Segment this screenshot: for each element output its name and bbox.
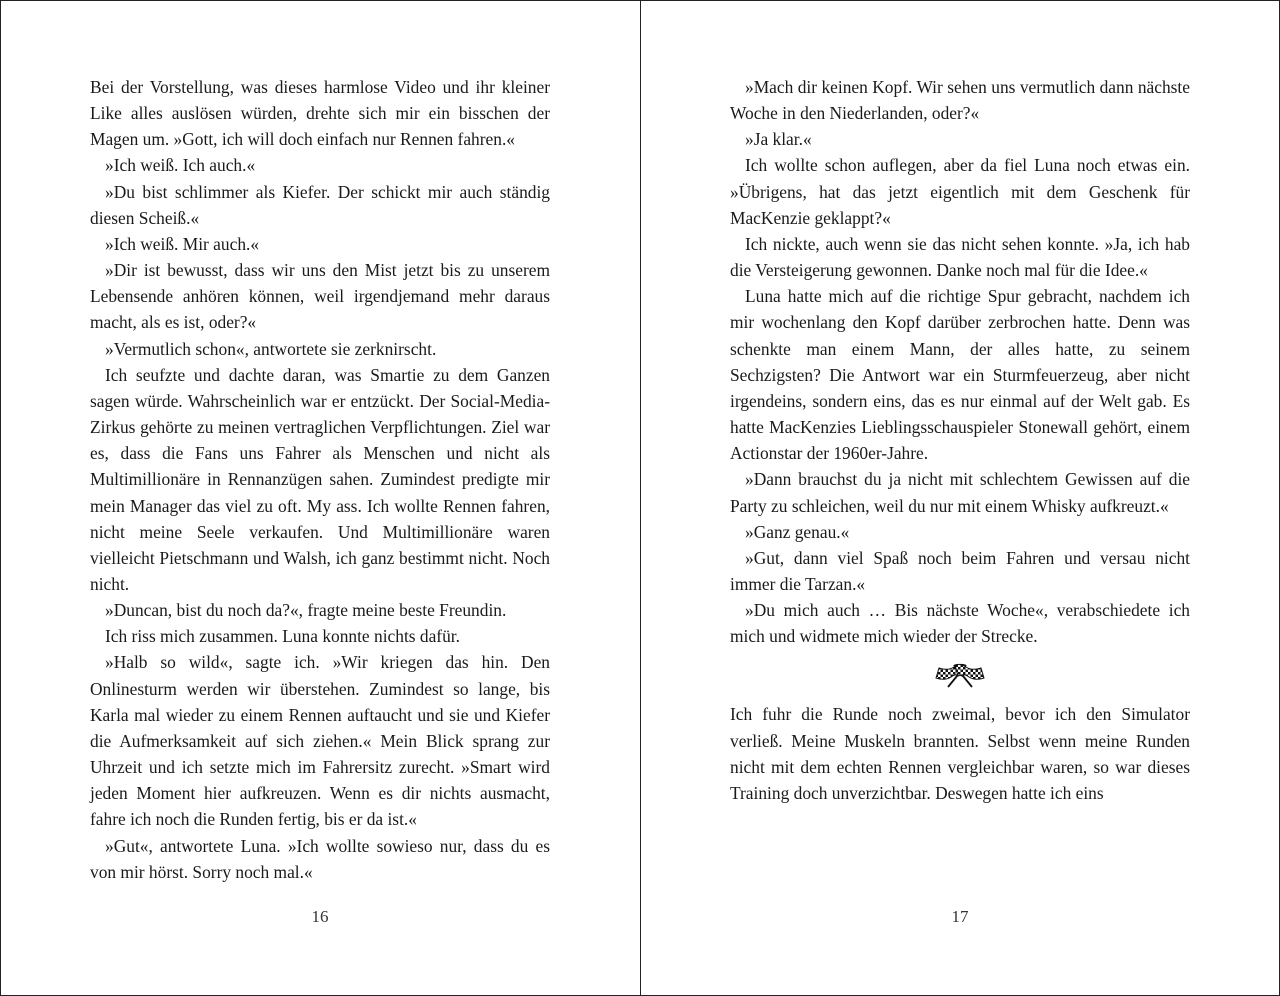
paragraph: »Gut, dann viel Spaß noch beim Fahren und versau nicht immer die Tarzan.« — [730, 547, 1190, 594]
paragraph: »Dann brauchst du ja nicht mit schlechtem Gewissen auf die Party zu schleichen, weil du nur mit einem Whisky aufkreuzt.« — [730, 469, 1190, 516]
paragraph: Luna hatte mich auf die richtige Spur gebracht, nachdem ich mir wochenlang den Kopf darüber zerbrochen hatte. Denn was schenkte man einem Mann, der alles hatte, zu seinem Sechzigsten? Die Antwort war ein Sturmfeuerzeug, aber nicht irgendeins, sondern eins, das es nur einmal auf der Welt gab. Es hatte MacKenzies Lieblingsschauspieler Stonewall gehört, einem Actionstar der 1960er-Jahre. — [730, 286, 1190, 464]
left-page — [90, 74, 550, 885]
section-break — [730, 649, 1190, 701]
paragraph: Ich wollte schon auflegen, aber da fiel Luna noch etwas ein. »Übrigens, hat das jetzt eigentlich mit dem Geschenk für MacKenzie geklappt?« — [730, 155, 1190, 228]
paragraph: »Dir ist bewusst, dass wir uns den Mist jetzt bis zu unserem Lebensende anhören können, weil irgendjemand mehr daraus macht, als es ist, oder?« — [90, 260, 550, 333]
paragraph: »Mach dir keinen Kopf. Wir sehen uns vermutlich dann nächste Woche in den Niederlanden, oder?« — [730, 77, 1190, 124]
paragraph: Ich nickte, auch wenn sie das nicht sehen konnte. »Ja, ich hab die Versteigerung gewonnen. Danke noch mal für die Idee.« — [730, 233, 1190, 281]
gutter-divider — [640, 0, 641, 996]
page-number-left: 16 — [311, 907, 329, 926]
paragraph: »Ganz genau.« — [745, 521, 850, 542]
paragraph: »Duncan, bist du noch da?«, fragte meine beste Freundin. — [105, 600, 507, 621]
paragraph: »Ich weiß. Ich auch.« — [105, 155, 256, 176]
paragraph: »Du bist schlimmer als Kiefer. Der schickt mir auch ständig diesen Scheiß.« — [90, 181, 550, 228]
paragraph: Bei der Vorstellung, was dieses harmlose Video und ihr kleiner Like alles auslösen würden, drehte sich mir ein bisschen der Magen um. »Gott, ich will doch einfach nur Rennen fahren.« — [90, 77, 550, 150]
crossed-checkered-flags-icon — [933, 662, 987, 688]
paragraph: »Vermutlich schon«, antwortete sie zerknirscht. — [105, 338, 437, 359]
paragraph: »Gut«, antwortete Luna. »Ich wollte sowieso nur, dass du es von mir hörst. Sorry noch mal.« — [90, 835, 550, 882]
paragraph: Ich fuhr die Runde noch zweimal, bevor ich den Simulator verließ. Meine Muskeln brannten. Selbst wenn meine Runden nicht mit dem echten Rennen vergleichbar waren, so war dieses Training doch unverzichtbar. Deswegen hatte ich eins — [730, 704, 1190, 803]
right-page — [730, 74, 1190, 806]
paragraph: »Ich weiß. Mir auch.« — [105, 233, 260, 254]
paragraph: »Halb so wild«, sagte ich. »Wir kriegen das hin. Den Onlinesturm werden wir überstehen. Zumindest so lange, bis Karla mal wieder zu einem Rennen auftaucht und sie und Kiefer die Aufmerksamkeit auf sich ziehen.« Mein Blick sprang zur Uhrzeit und ich setzte mich im Fahrersitz zurecht. »Smart wird jeden Moment hier aufkreuzen. Wenn es dir nichts ausmacht, fahre ich noch die Runden fertig, bis er da ist.« — [90, 652, 550, 830]
paragraph: »Du mich auch … Bis nächste Woche«, verabschiedete ich mich und widmete mich wieder der Strecke. — [730, 600, 1190, 647]
paragraph: Ich riss mich zusammen. Luna konnte nichts dafür. — [105, 626, 460, 647]
paragraph: »Ja klar.« — [745, 129, 812, 150]
paragraph: Ich seufzte und dachte daran, was Smartie zu dem Ganzen sagen würde. Wahrscheinlich war er entzückt. Der Social-Media-Zirkus gehörte zu meinen vertraglichen Verpflichtungen. Ziel war es, dass die Fans uns Fahrer als Menschen und nicht als Multimillionäre in Rennanzügen sahen. Zumindest predigte mir mein Manager das viel zu oft. My ass. Ich wollte Rennen fahren, nicht meine Seele verkaufen. Und Multimillionäre waren vielleicht Pietschmann und Walsh, ich ganz bestimmt nicht. Noch nicht. — [90, 364, 550, 594]
page-number-right: 17 — [951, 907, 969, 926]
